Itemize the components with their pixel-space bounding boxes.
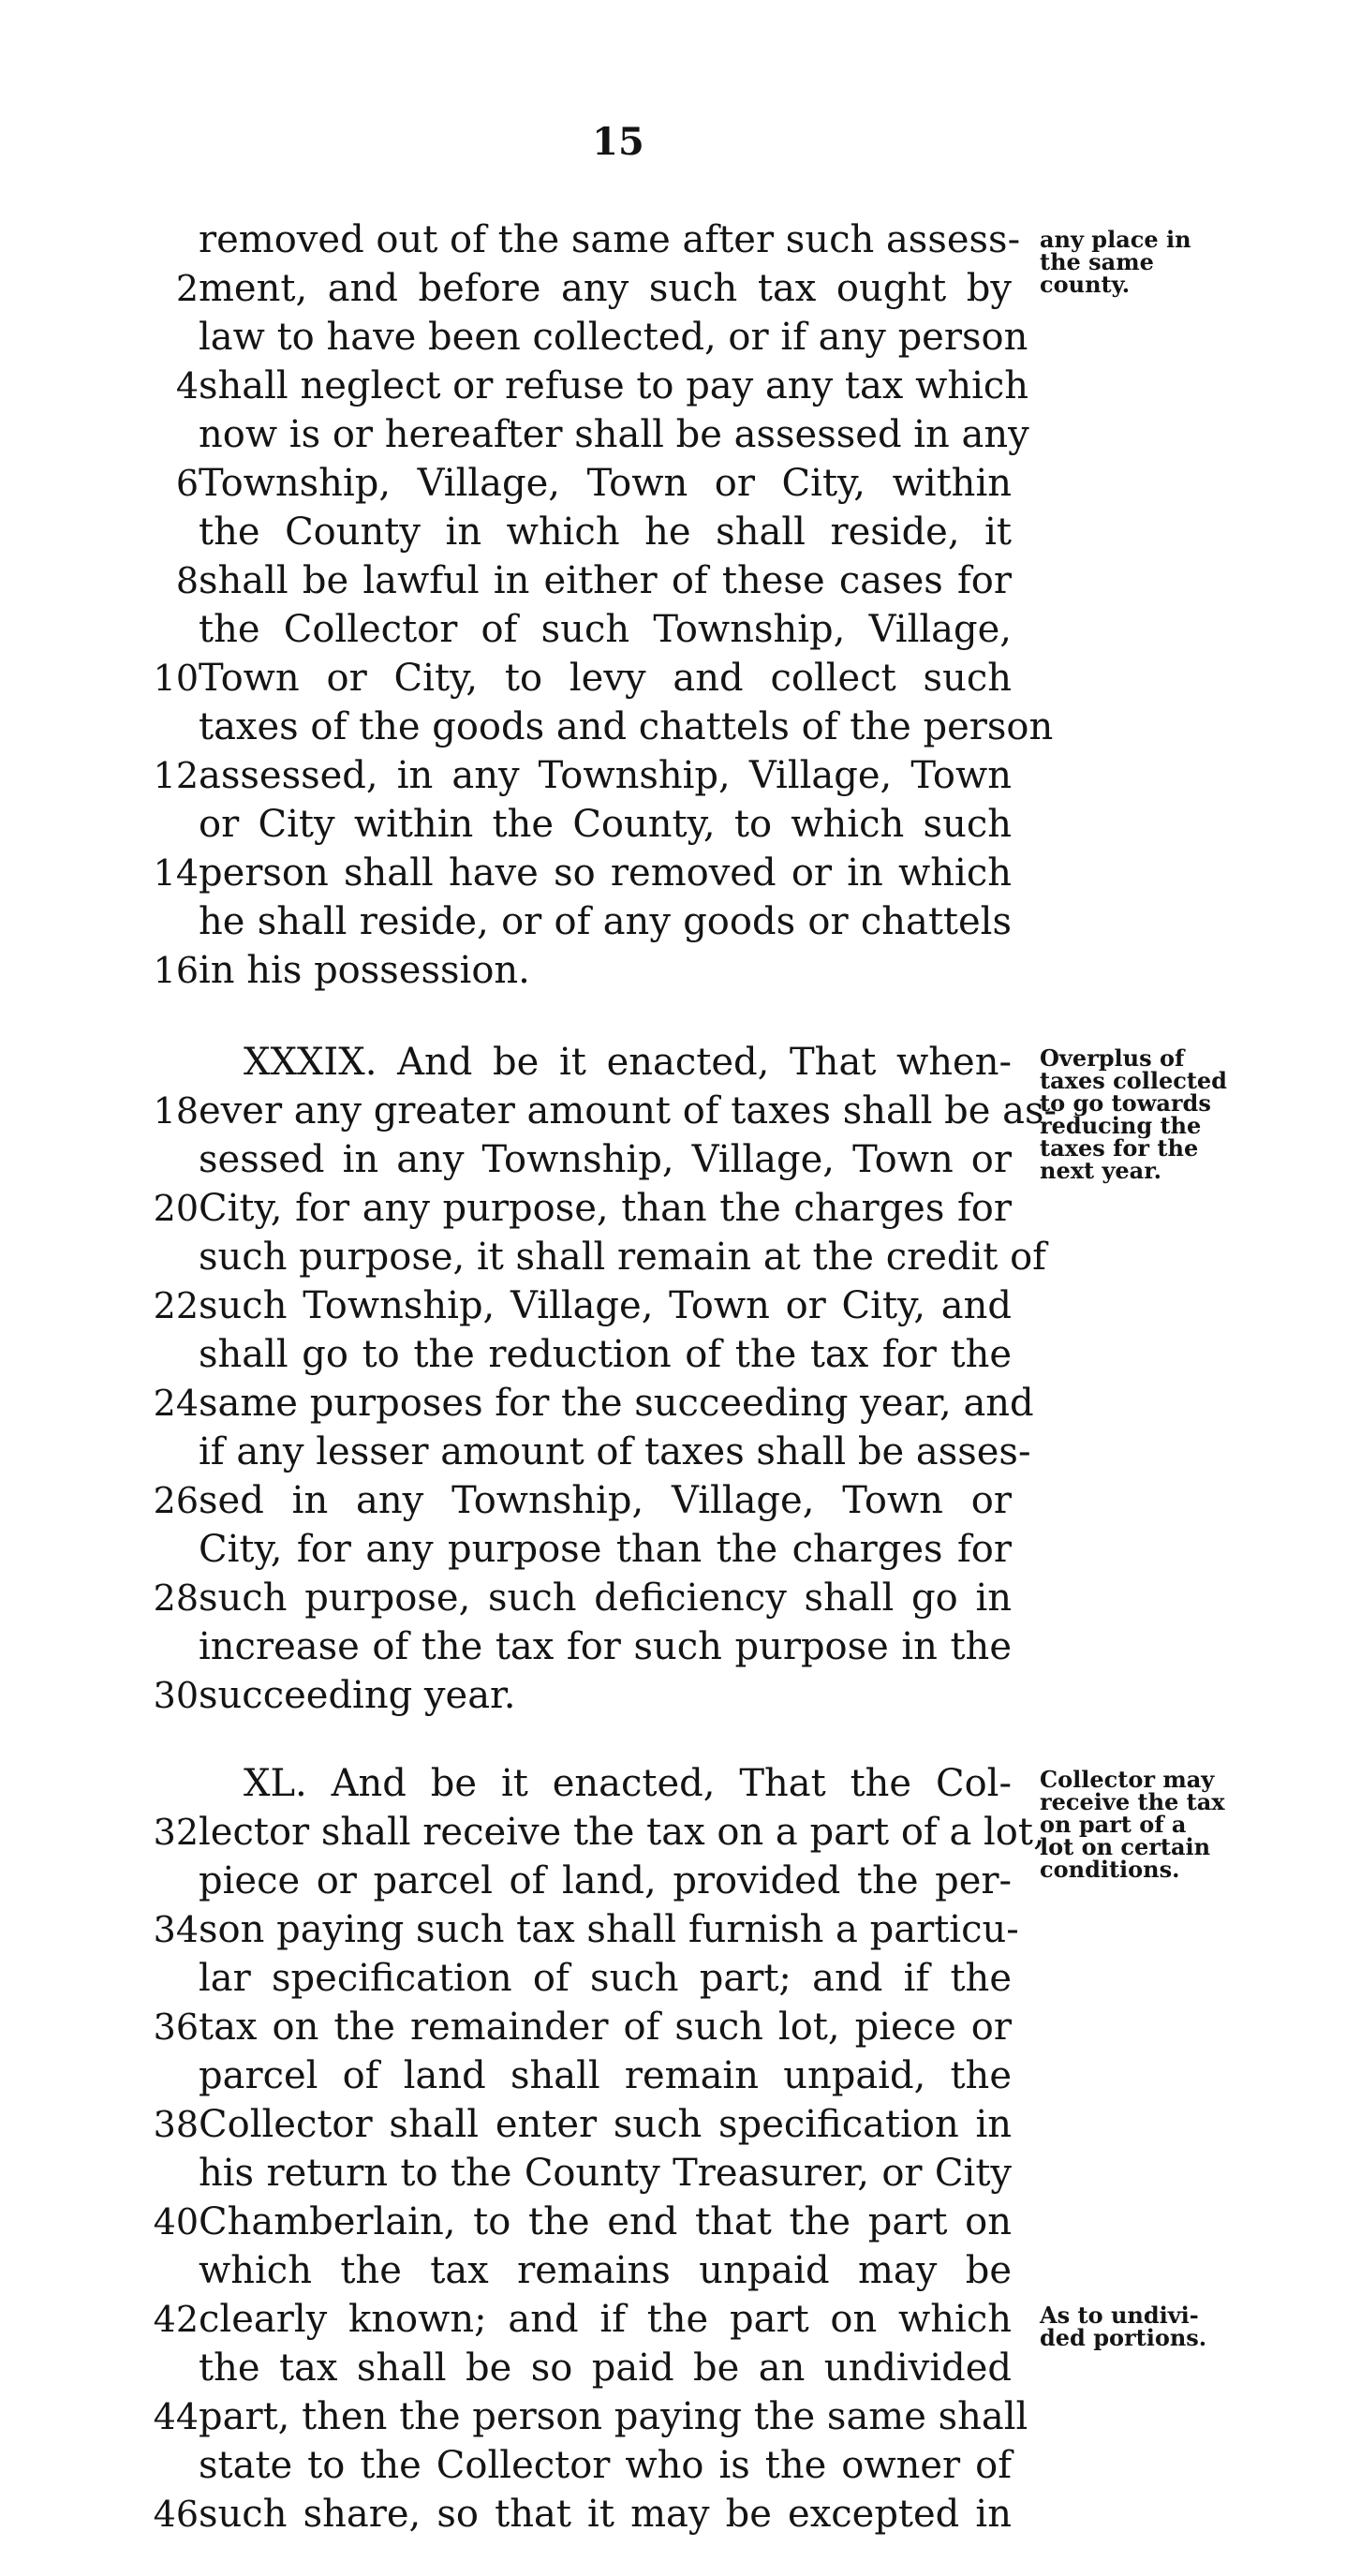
text-line: [150, 2492, 1012, 2537]
text-line: [150, 2102, 1012, 2147]
line-text: such share, so that it may be excepted in: [199, 2493, 1012, 2536]
line-text: same purposes for the succeeding year, and: [199, 1382, 1034, 1425]
text-line: [150, 315, 1028, 360]
line-number: 6: [175, 463, 199, 504]
line-number: 28: [153, 1577, 199, 1619]
text-line: [150, 558, 1012, 603]
line-text: ever any greater amount of taxes shall be as-: [199, 1089, 1058, 1133]
page-number: 15: [592, 120, 644, 164]
line-text: or City within the County, to which such: [199, 803, 1012, 846]
line-text: such purpose, such deficiency shall go in: [199, 1577, 1012, 1620]
line-text: his return to the County Treasurer, or City: [199, 2152, 1012, 2195]
text-line: [150, 2346, 1012, 2391]
line-text: law to have been collected, or if any person: [199, 316, 1028, 359]
margin-note-line: As to undivi-: [1040, 2302, 1199, 2329]
line-number: 38: [153, 2104, 199, 2145]
margin-note-line: receive the tax: [1040, 1788, 1225, 1815]
line-number: 18: [153, 1090, 199, 1132]
line-text: such Township, Village, Town or City, and: [199, 1284, 1012, 1327]
line-text: if any lesser amount of taxes shall be asses-: [199, 1430, 1031, 1473]
line-number: 20: [153, 1188, 199, 1229]
text-line: [150, 948, 1012, 993]
text-line: [150, 1956, 1012, 2001]
text-line: [150, 1283, 1012, 1328]
text-line: [150, 2297, 1012, 2342]
margin-note-line: any place in: [1040, 226, 1191, 253]
text-line: [150, 1381, 1034, 1426]
margin-note-line: Collector may: [1040, 1766, 1215, 1793]
line-text: piece or parcel of land, provided the per-: [199, 1859, 1012, 1902]
line-text: City, for any purpose than the charges for: [199, 1528, 1012, 1571]
line-text: ment, and before any such tax ought by: [199, 267, 1012, 310]
line-text: now is or hereafter shall be assessed in any: [199, 413, 1029, 456]
line-number: 24: [153, 1383, 199, 1424]
line-text: taxes of the goods and chattels of the person: [199, 705, 1054, 748]
line-number: 26: [153, 1480, 199, 1521]
line-text: clearly known; and if the part on which: [199, 2298, 1012, 2341]
text-line: [150, 802, 1012, 847]
line-text: the Collector of such Township, Village,: [199, 608, 1012, 651]
margin-note-line: lot on certain: [1040, 1833, 1211, 1860]
text-line: [150, 1088, 1058, 1133]
line-number: 16: [153, 950, 199, 991]
margin-note-line: ded portions.: [1040, 2324, 1207, 2351]
margin-note-line: taxes collected: [1040, 1067, 1227, 1094]
line-text: he shall reside, or of any goods or chattels: [199, 900, 1012, 943]
line-number: 32: [153, 1812, 199, 1853]
margin-note-line: on part of a: [1040, 1811, 1187, 1838]
text-line: [150, 1429, 1031, 1474]
text-line: [150, 2199, 1012, 2244]
margin-note-line: to go towards: [1040, 1089, 1211, 1117]
text-line: [150, 510, 1012, 555]
line-text: removed out of the same after such assess-: [199, 218, 1021, 261]
line-number: 34: [153, 1909, 199, 1950]
text-line: [150, 753, 1012, 798]
line-number: 4: [175, 365, 199, 407]
line-text: City, for any purpose, than the charges for: [199, 1187, 1012, 1230]
margin-note-line: taxes for the: [1040, 1134, 1199, 1162]
margin-note-line: conditions.: [1040, 1856, 1180, 1883]
line-text: in his possession.: [199, 949, 530, 992]
text-line: [150, 2443, 1012, 2488]
margin-note: [1040, 1766, 1255, 1883]
line-text: the tax shall be so paid be an undivided: [199, 2347, 1012, 2390]
text-line: [150, 1810, 1045, 1855]
line-number: 14: [153, 852, 199, 894]
text-line: [150, 1761, 1012, 1806]
text-line: [150, 1040, 1012, 1085]
line-text: increase of the tax for such purpose in the: [199, 1625, 1012, 1668]
margin-note-line: the same: [1040, 248, 1154, 275]
line-text: which the tax remains unpaid may be: [199, 2249, 1012, 2292]
text-line: [150, 461, 1012, 506]
line-text: sessed in any Township, Village, Town or: [199, 1138, 1012, 1181]
text-line: [150, 899, 1012, 944]
line-text: son paying such tax shall furnish a particu-: [199, 1908, 1019, 1951]
line-text: succeeding year.: [199, 1674, 516, 1717]
text-line: [150, 851, 1012, 896]
line-number: 46: [153, 2494, 199, 2535]
line-text: part, then the person paying the same shall: [199, 2395, 1028, 2438]
text-line: [150, 266, 1012, 311]
line-text: shall go to the reduction of the tax for the: [199, 1333, 1012, 1376]
line-text: assessed, in any Township, Village, Town: [199, 754, 1012, 797]
line-number: 40: [153, 2201, 199, 2243]
text-line: [150, 2053, 1012, 2098]
line-text: shall neglect or refuse to pay any tax which: [199, 364, 1029, 407]
line-number: 44: [153, 2396, 199, 2437]
line-text: person shall have so removed or in which: [199, 851, 1012, 895]
line-text: Township, Village, Town or City, within: [199, 462, 1012, 505]
line-number: 30: [153, 1675, 199, 1716]
text-line: [150, 1673, 1012, 1718]
line-text: XL. And be it enacted, That the Col-: [244, 1762, 1012, 1805]
text-line: [150, 363, 1029, 408]
text-line: [150, 2151, 1012, 2196]
text-line: [150, 1527, 1012, 1572]
line-number: 36: [153, 2006, 199, 2048]
text-line: [150, 2248, 1012, 2293]
text-line: [150, 1478, 1012, 1523]
text-line: [150, 1858, 1012, 1903]
text-line: [150, 412, 1029, 457]
line-text: lector shall receive the tax on a part of a lot,: [199, 1811, 1045, 1854]
line-text: Collector shall enter such specification in: [199, 2103, 1012, 2146]
text-line: [150, 1235, 1046, 1280]
text-line: [150, 1186, 1012, 1231]
margin-note: [1040, 226, 1255, 298]
line-text: shall be lawful in either of these cases for: [199, 559, 1012, 602]
line-text: state to the Collector who is the owner of: [199, 2444, 1012, 2487]
line-number: 12: [153, 755, 199, 796]
line-number: 22: [153, 1285, 199, 1326]
line-number: 10: [153, 658, 199, 699]
margin-note-line: next year.: [1040, 1157, 1162, 1184]
line-text: tax on the remainder of such lot, piece or: [199, 2006, 1012, 2049]
line-number: 8: [175, 560, 199, 601]
line-text: the County in which he shall reside, it: [199, 511, 1012, 554]
line-text: Chamberlain, to the end that the part on: [199, 2200, 1012, 2243]
text-line: [150, 1576, 1012, 1621]
text-line: [150, 1624, 1012, 1669]
text-line: [150, 2005, 1012, 2050]
margin-note-line: county.: [1040, 271, 1131, 298]
margin-note-line: reducing the: [1040, 1112, 1202, 1139]
margin-note: [1040, 1044, 1255, 1184]
line-number: 42: [153, 2299, 199, 2340]
text-line: [150, 2394, 1028, 2439]
text-line: [150, 217, 1021, 262]
line-number: 2: [175, 268, 199, 309]
line-text: Town or City, to levy and collect such: [199, 657, 1012, 700]
text-line: [150, 607, 1012, 652]
text-line: [150, 1332, 1012, 1377]
text-line: [150, 656, 1012, 701]
text-line: [150, 1137, 1012, 1182]
line-text: lar specification of such part; and if the: [199, 1957, 1012, 2000]
line-text: such purpose, it shall remain at the credit of: [199, 1236, 1046, 1279]
margin-note-line: Overplus of: [1040, 1044, 1185, 1072]
line-text: sed in any Township, Village, Town or: [199, 1479, 1012, 1522]
line-text: XXXIX. And be it enacted, That when-: [244, 1041, 1012, 1084]
margin-note: [1040, 2304, 1255, 2349]
text-line: [150, 704, 1054, 749]
line-text: parcel of land shall remain unpaid, the: [199, 2054, 1012, 2097]
text-line: [150, 1907, 1019, 1952]
